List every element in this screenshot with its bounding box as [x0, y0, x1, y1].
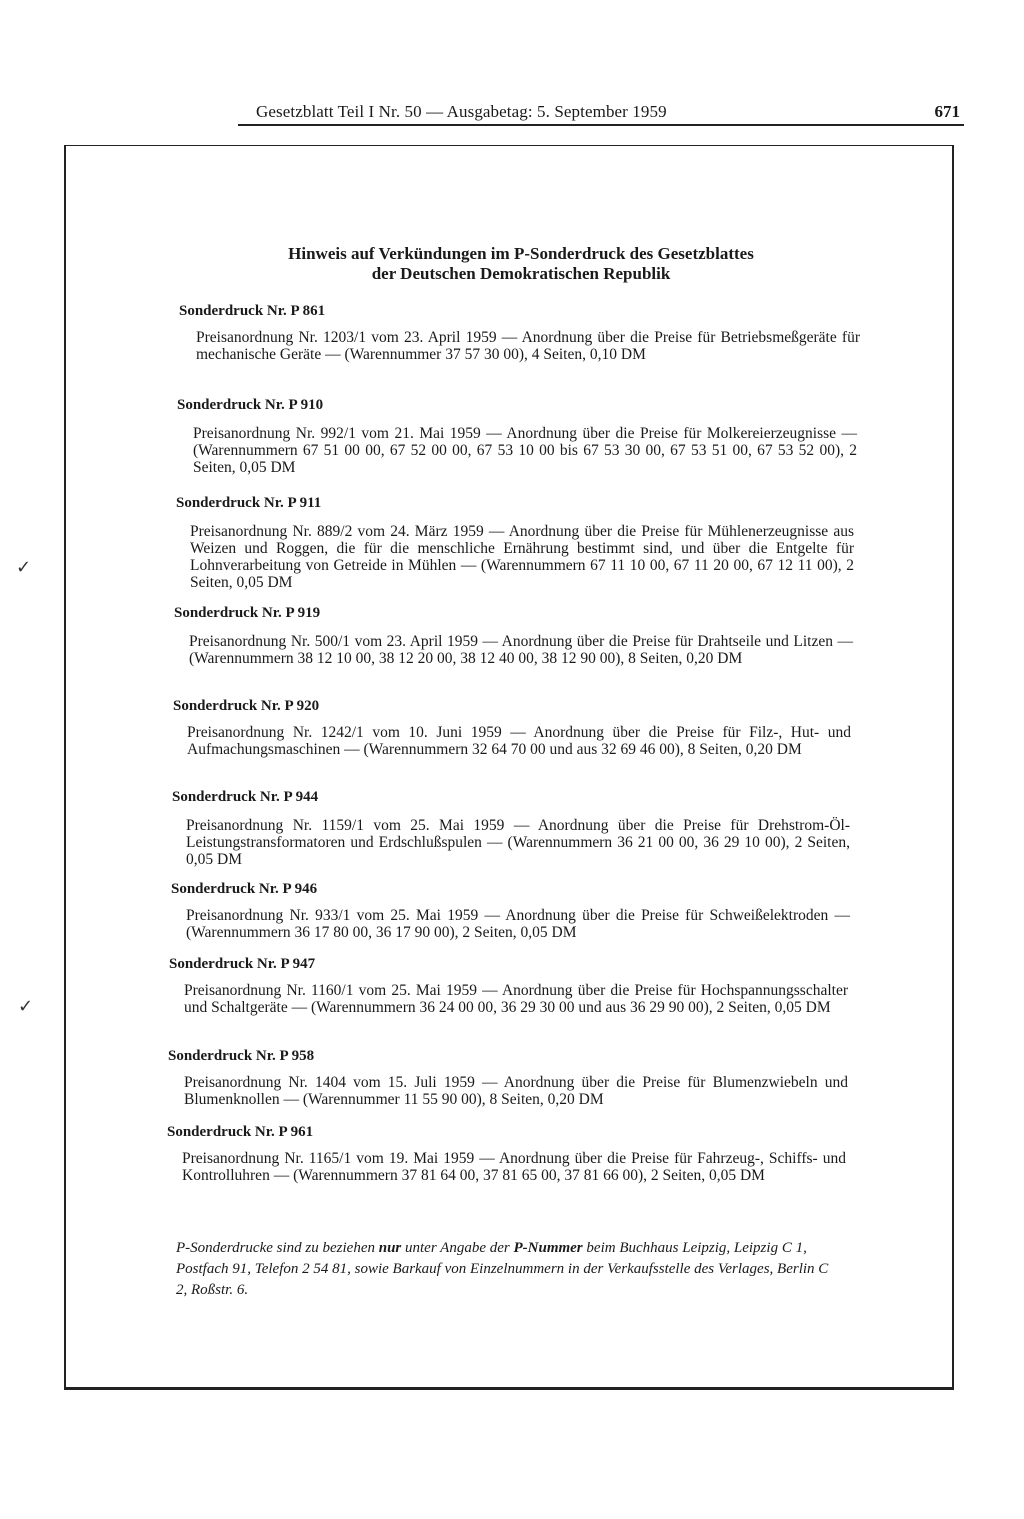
ordering-note	[176, 1238, 842, 1301]
ordering-note-text: beim Buchhaus Leipzig, Leipzig C 1, Postfach 91, Telefon 2 54 81, sowie Barkauf von Einzelnummern in der Verkaufsstelle des Verlages, Berlin C 2, Roßstr. 6.	[176, 1240, 829, 1298]
notice-title-line-2: der Deutschen Demokratischen Republik	[371, 264, 671, 283]
entry-heading: Sonderdruck Nr. P 861	[179, 303, 326, 319]
entry-heading: Sonderdruck Nr. P 919	[174, 605, 321, 621]
entry-text: Preisanordnung Nr. 1404 vom 15. Juli 1959 — Anordnung über die Preise für Blumenzwiebeln und Blumenknollen — (Warennummer 11 55 90 00), 8 Seiten, 0,20 DM	[184, 1074, 848, 1108]
entry-text: Preisanordnung Nr. 1160/1 vom 25. Mai 1959 — Anordnung über die Preise für Hochspannungsschalter und Schaltgeräte — (Warennummern 36 24 00 00, 36 29 30 00 und aus 36 29 90 00), 2 Seiten, 0,05 DM	[184, 982, 848, 1016]
header-rule	[238, 124, 964, 126]
page-number: 671	[934, 102, 960, 121]
entry-heading: Sonderdruck Nr. P 911	[176, 495, 322, 511]
entry-text: Preisanordnung Nr. 1242/1 vom 10. Juni 1959 — Anordnung über die Preise für Filz-, Hut- und Aufmachungsmaschinen — (Warennummern 32 64 70 00 und aus 32 69 46 00), 8 Seiten, 0,20 DM	[187, 724, 851, 758]
notice-title-line-1: Hinweis auf Verkündungen im P-Sonderdruck des Gesetzblattes	[288, 244, 754, 263]
ordering-note-text: unter Angabe der	[401, 1240, 514, 1256]
margin-check-mark-icon: ✓	[16, 557, 32, 578]
entry-heading: Sonderdruck Nr. P 946	[171, 881, 318, 897]
entry-heading: Sonderdruck Nr. P 947	[169, 956, 316, 972]
header-title: Gesetzblatt Teil I Nr. 50 — Ausgabetag: 5. September 1959	[256, 102, 667, 121]
entry-heading: Sonderdruck Nr. P 958	[168, 1048, 315, 1064]
entry-text: Preisanordnung Nr. 889/2 vom 24. März 1959 — Anordnung über die Preise für Mühlenerzeugnisse aus Weizen und Roggen, die für die menschliche Ernährung bestimmt sind, und über die Entgelte für Lohnverarbeitung von Getreide in Mühlen — (Warennummern 67 11 10 00, 67 11 20 00, 67 12 11 00), 2 Seiten, 0,05 DM	[190, 523, 854, 591]
entry-heading: Sonderdruck Nr. P 910	[177, 397, 324, 413]
entry-text: Preisanordnung Nr. 500/1 vom 23. April 1959 — Anordnung über die Preise für Drahtseile und Litzen — (Warennummern 38 12 10 00, 38 12 20 00, 38 12 40 00, 38 12 90 00), 8 Seiten, 0,20 DM	[189, 633, 853, 667]
entry-heading: Sonderdruck Nr. P 961	[167, 1124, 314, 1140]
ordering-note-emphasis: P-Nummer	[513, 1240, 583, 1256]
ordering-note-text: P-Sonderdrucke sind zu beziehen	[176, 1240, 379, 1256]
entry-text: Preisanordnung Nr. 992/1 vom 21. Mai 1959 — Anordnung über die Preise für Molkereierzeugnisse — (Warennummern 67 51 00 00, 67 52 00 00, 67 53 10 00 bis 67 53 30 00, 67 53 51 00, 67 53 52 00), 2 Seiten, 0,05 DM	[193, 425, 857, 476]
entry-heading: Sonderdruck Nr. P 944	[172, 789, 319, 805]
entry-text: Preisanordnung Nr. 1165/1 vom 19. Mai 1959 — Anordnung über die Preise für Fahrzeug-, Schiffs- und Kontrolluhren — (Warennummern 37 81 64 00, 37 81 65 00, 37 81 66 00), 2 Seiten, 0,05 DM	[182, 1150, 846, 1184]
notice-title	[241, 244, 801, 284]
entry-text: Preisanordnung Nr. 933/1 vom 25. Mai 1959 — Anordnung über die Preise für Schweißelektroden — (Warennummern 36 17 80 00, 36 17 90 00), 2 Seiten, 0,05 DM	[186, 907, 850, 941]
notice-box	[64, 145, 954, 1390]
entry-text: Preisanordnung Nr. 1159/1 vom 25. Mai 1959 — Anordnung über die Preise für Drehstrom-Öl-Leistungstransformatoren und Erdschlußspulen — (Warennummern 36 21 00 00, 36 29 10 00), 2 Seiten, 0,05 DM	[186, 817, 850, 868]
page-header	[238, 100, 964, 130]
margin-check-mark-icon: ✓	[18, 996, 34, 1017]
entry-heading: Sonderdruck Nr. P 920	[173, 698, 320, 714]
ordering-note-emphasis: nur	[378, 1240, 402, 1256]
entry-text: Preisanordnung Nr. 1203/1 vom 23. April 1959 — Anordnung über die Preise für Betriebsmeßgeräte für mechanische Geräte — (Warennummer 37 57 30 00), 4 Seiten, 0,10 DM	[196, 329, 860, 363]
